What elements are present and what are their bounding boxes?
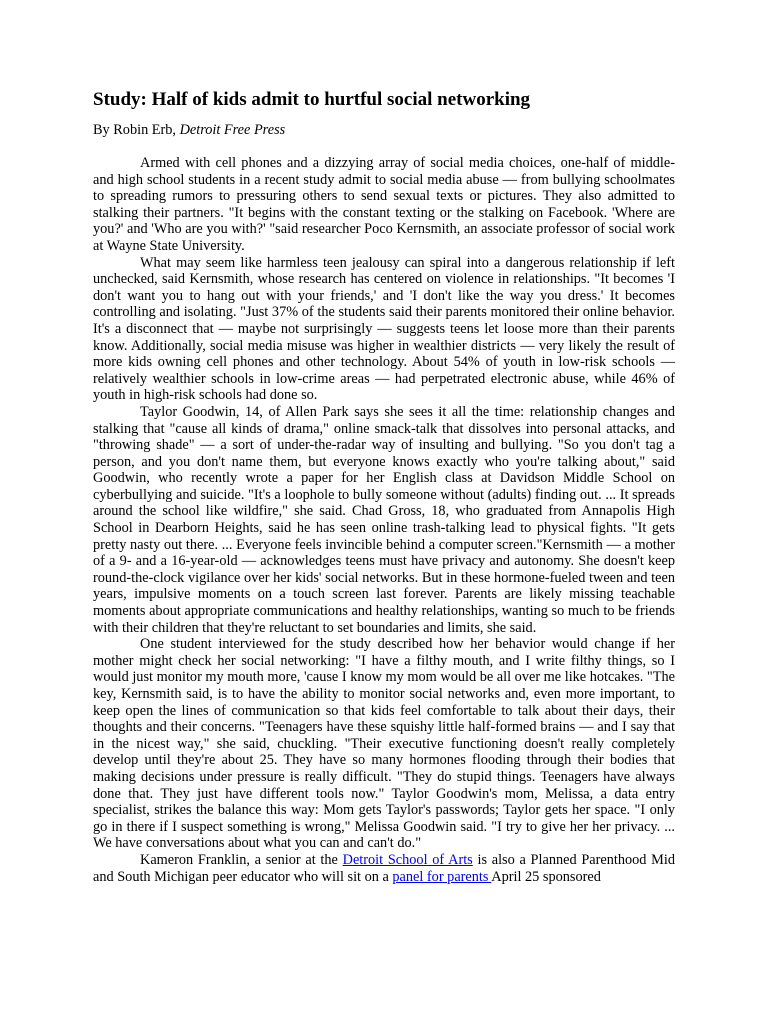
byline <box>93 121 285 139</box>
paragraph-text: April 25 sponsored <box>491 868 601 885</box>
paragraph <box>93 852 675 885</box>
byline-author: By Robin Erb, <box>93 122 180 138</box>
paragraph: One student interviewed for the study described how her behavior would change if her mother might check her social networking: "I have a filthy mouth, and I write filthy things, so I would just monitor my mouth more, 'cause I know my mom would be all over me like hotcakes. "The key, Kernsmith said, is to have the ability to monitor social networks and, even more important, to keep open the lines of communication so that kids feel comfortable to talk about their days, their thoughts and their concerns. "Teenagers have these squishy little half-formed brains — and I say that in the nicest way," she said, chuckling. "Their executive functioning doesn't really completely develop until they're about 25. They have so many hormones flooding through their bodies that making decisions under pressure is really difficult. "They do stupid things. Teenagers have always done that. They just have different tools now." Taylor Goodwin's mom, Melissa, a data entry specialist, strikes the balance this way: Mom gets Taylor's passwords; Taylor gets her space. "I only go in there if I suspect something is wrong," Melissa Goodwin said. "I try to give her her privacy. ... We have conversations about what you can and can't do." <box>93 636 675 852</box>
panel-for-parents-link[interactable]: panel for parents <box>392 868 492 885</box>
byline-source: Detroit Free Press <box>179 122 286 138</box>
paragraph-text: is also a Planned Parenthood Mid and South Michigan peer educator who will sit on a <box>93 851 675 885</box>
article-title: Study: Half of kids admit to hurtful social networking <box>93 89 531 110</box>
paragraph: Armed with cell phones and a dizzying array of social media choices, one-half of middle- and high school students in a recent study admit to social media abuse — from bullying schoolmates to spreading rumors to pressuring others to send sexual texts or pictures. They also admitted to stalking their partners. "It begins with the constant texting or the stalking on Facebook. 'Where are you?' and 'Who are you with?' "said researcher Poco Kernsmith, an associate professor of social work at Wayne State University. <box>93 155 675 254</box>
detroit-school-of-arts-link[interactable]: Detroit School of Arts <box>342 851 473 868</box>
paragraph: Taylor Goodwin, 14, of Allen Park says she sees it all the time: relationship changes and stalking that "cause all kinds of drama," online smack-talk that dissolves into personal attacks, and "throwing shade" — a sort of under-the-radar way of insulting and bullying. "So you don't tag a person, and you don't name them, but everyone knows exactly who you're talking about," said Goodwin, who recently wrote a paper for her English class at Davidson Middle School on cyberbullying and suicide. "It's a loophole to bully someone without (adults) finding out. ... It spreads around the school like wildfire," she said. Chad Gross, 18, who graduated from Annapolis High School in Dearborn Heights, said he has seen online trash-talking lead to physical fights. "It gets pretty nasty out there. ... Everyone feels invincible behind a computer screen."Kernsmith — a mother of a 9- and a 16-year-old — acknowledges teens must have privacy and autonomy. She doesn't keep round-the-clock vigilance over her kids' social networks. But in these hormone-fueled tween and teen years, impulsive moments on a touch screen last forever. Parents are likely missing teachable moments about appropriate communications and healthy relationships, wanting so much to be friends with their children that they're reluctant to set boundaries and limits, she said. <box>93 403 675 636</box>
article-body <box>93 155 675 885</box>
paragraph: What may seem like harmless teen jealousy can spiral into a dangerous relationship if left unchecked, said Kernsmith, whose research has centered on violence in relationships. "It becomes 'I don't want you to hang out with your friends,' and 'I don't like the way you dress.' It becomes controlling and isolating. "Just 37% of the students said their parents monitored their online behavior. It's a disconnect that — maybe not surprisingly — suggests teens let loose more than their parents know. Additionally, social media misuse was higher in wealthier districts — very likely the result of more kids owning cell phones and other technology. About 54% of youth in low-risk schools — relatively wealthier schools in low-crime areas — had perpetrated electronic abuse, while 46% of youth in high-risk schools had done so. <box>93 254 675 404</box>
paragraph-text: Kameron Franklin, a senior at the <box>140 851 343 868</box>
